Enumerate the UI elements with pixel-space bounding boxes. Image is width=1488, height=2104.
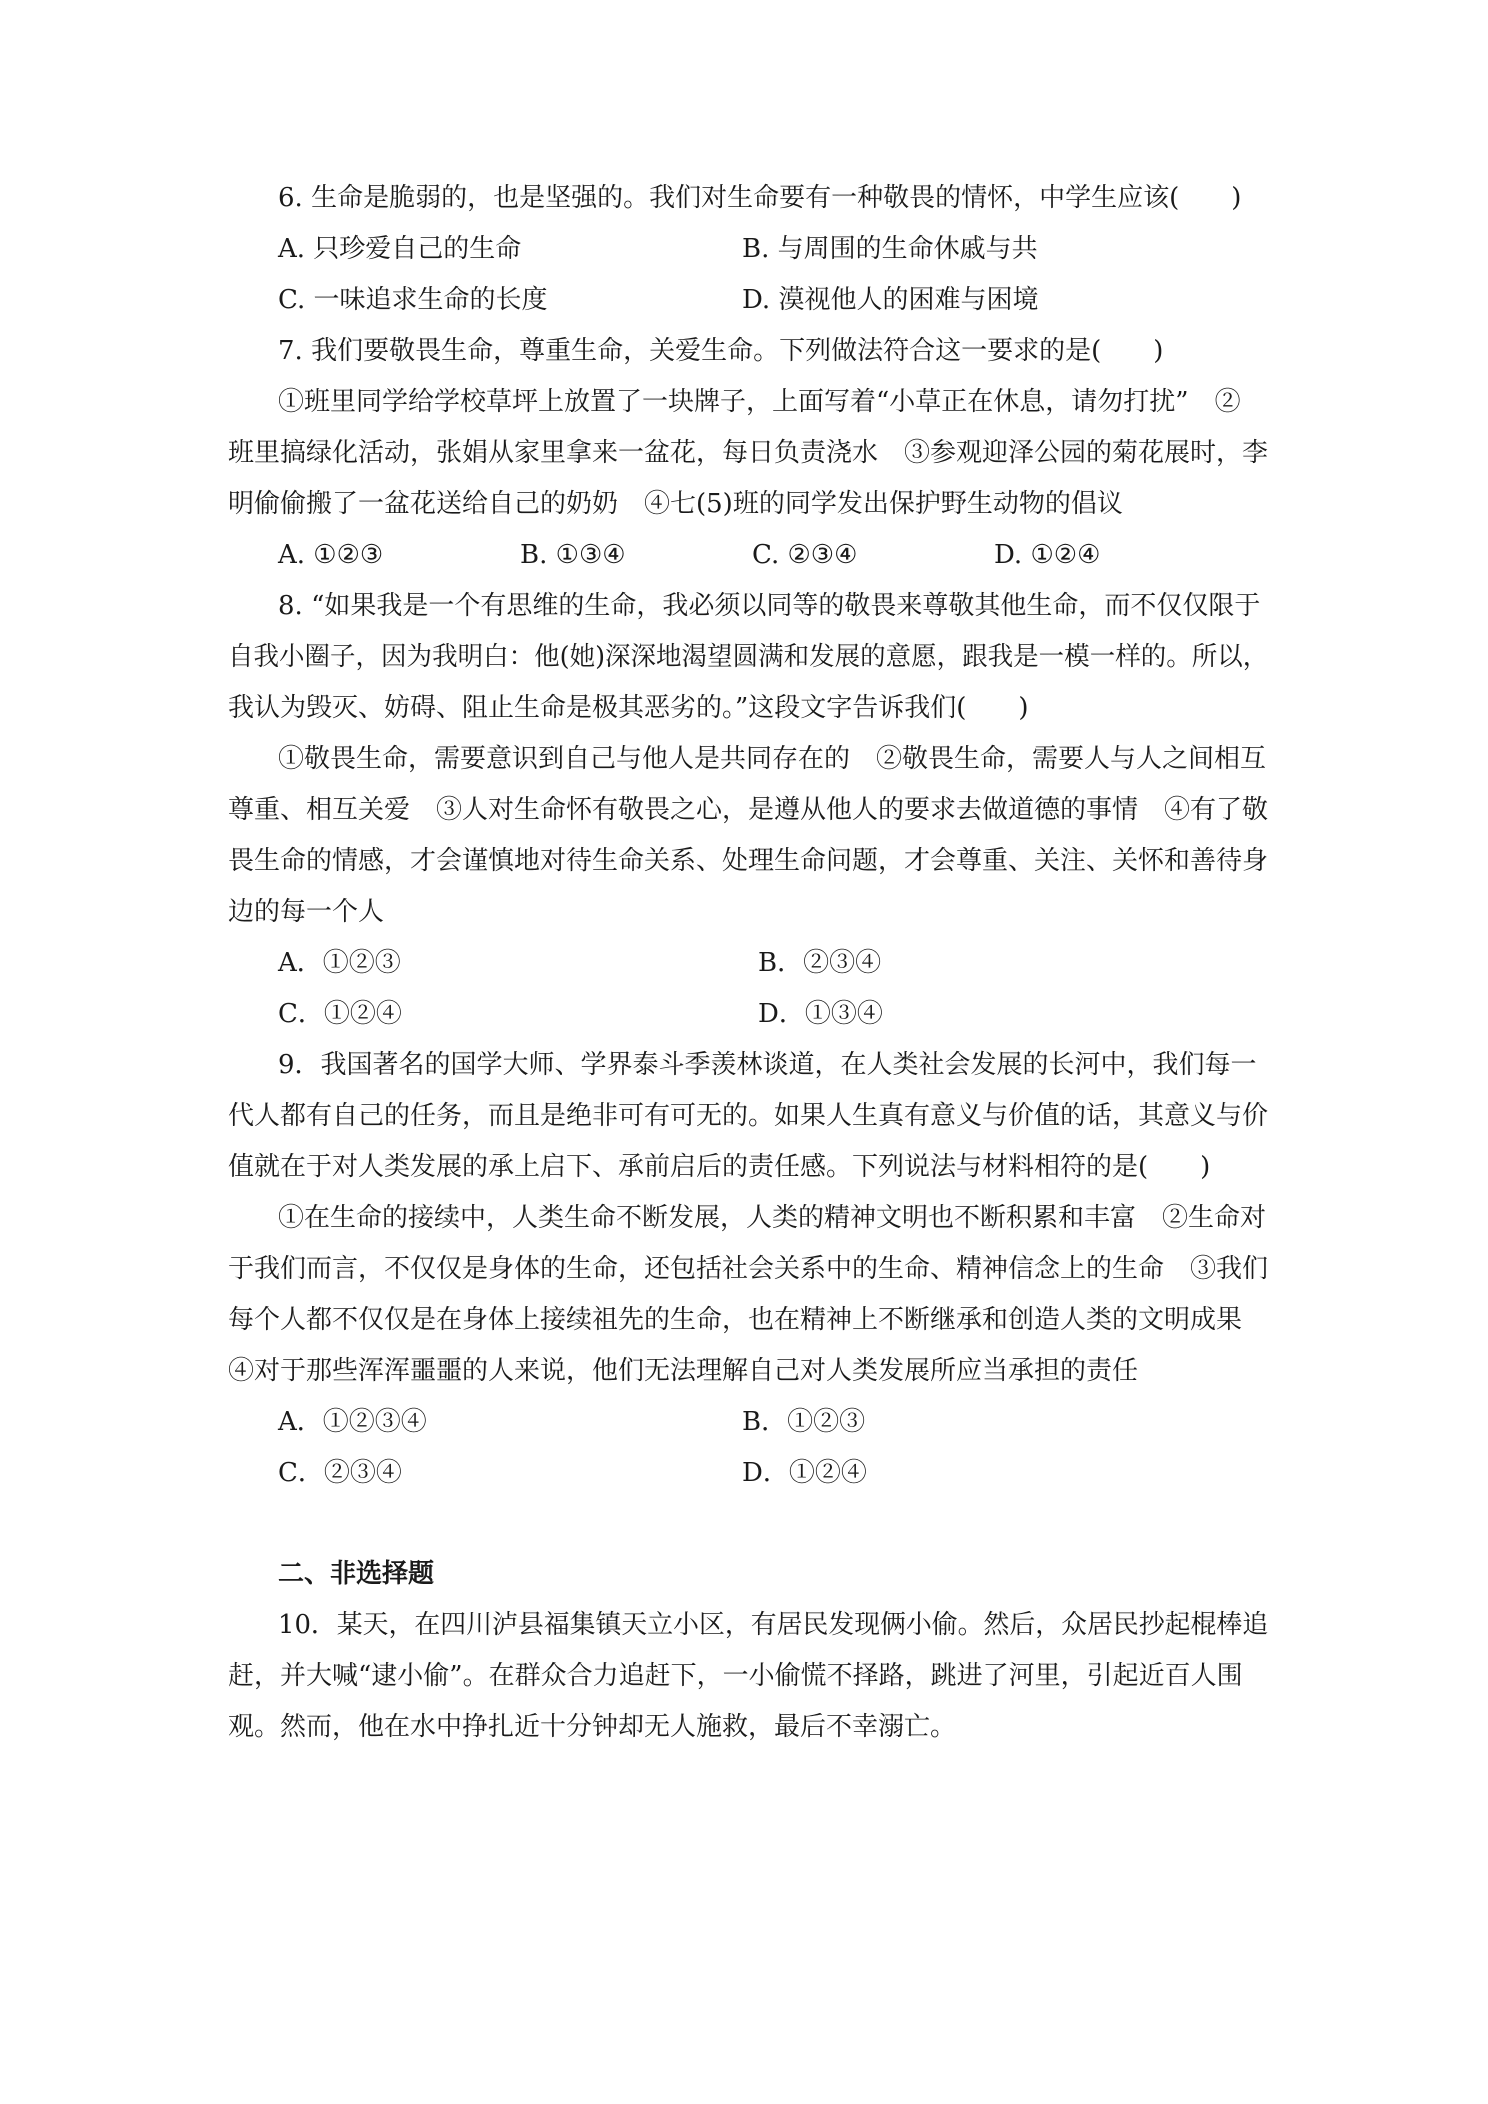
q9-line-7: ④对于那些浑浑噩噩的人来说，他们无法理解自己对人类发展所应当承担的责任 [228,1356,1139,1386]
q9-option-c: C．②③④ [278,1458,402,1488]
q8-option-d: D．①③④ [758,999,883,1029]
q10-line-3: 观。然而，他在水中挣扎近十分钟却无人施救，最后不幸溺亡。 [228,1712,957,1742]
q10-line-2: 赶，并大喊“逮小偷”。在群众合力追赶下，一小偷慌不择路，跳进了河里，引起近百人围 [228,1661,1243,1691]
q9-option-b: B．①②③ [742,1407,866,1437]
q7-line-1: ①班里同学给学校草坪上放置了一块牌子，上面写着“小草正在休息，请勿打扰” ② [278,387,1241,417]
q7-option-c: C. ②③④ [752,540,858,570]
q6-option-a: A. 只珍爱自己的生命 [278,234,522,264]
q9-option-d: D．①②④ [742,1458,867,1488]
q7-line-2: 班里搞绿化活动，张娟从家里拿来一盆花，每日负责浇水 ③参观迎泽公园的菊花展时，李 [228,438,1269,468]
q9-line-4: ①在生命的接续中，人类生命不断发展，人类的精神文明也不断积累和丰富 ②生命对 [278,1203,1267,1233]
q8-line-3: 我认为毁灭、妨碍、阻止生命是极其恶劣的。”这段文字告诉我们( ) [228,693,1029,723]
q8-line-7: 边的每一个人 [228,897,385,927]
q9-line-5: 于我们而言，不仅仅是身体的生命，还包括社会关系中的生命、精神信念上的生命 ③我们 [228,1254,1269,1284]
q8-option-b: B．②③④ [758,948,882,978]
q6-stem: 6. 生命是脆弱的，也是坚强的。我们对生命要有一种敬畏的情怀，中学生应该( ) [278,183,1242,213]
q10-line-1: 10．某天，在四川泸县福集镇天立小区，有居民发现俩小偷。然后，众居民抄起棍棒追 [278,1610,1269,1640]
q8-option-c: C．①②④ [278,999,402,1029]
q8-line-4: ①敬畏生命，需要意识到自己与他人是共同存在的 ②敬畏生命，需要人与人之间相互 [278,744,1267,774]
q8-line-6: 畏生命的情感，才会谨慎地对待生命关系、处理生命问题，才会尊重、关注、关怀和善待身 [228,846,1269,876]
q7-option-d: D. ①②④ [994,540,1101,570]
q8-line-2: 自我小圈子，因为我明白：他(她)深深地渴望圆满和发展的意愿，跟我是一模一样的。所以， [228,642,1269,672]
q9-line-1: 9．我国著名的国学大师、学界泰斗季羡林谈道，在人类社会发展的长河中，我们每一 [278,1050,1257,1080]
q9-line-2: 代人都有自己的任务，而且是绝非可有可无的。如果人生真有意义与价值的话，其意义与价 [228,1101,1269,1131]
q9-option-a: A．①②③④ [278,1407,427,1437]
q6-option-c: C. 一味追求生命的长度 [278,285,548,315]
q6-option-d: D. 漠视他人的困难与困境 [742,285,1039,315]
q8-option-a: A．①②③ [278,948,401,978]
q8-line-1: 8. “如果我是一个有思维的生命，我必须以同等的敬畏来尊敬其他生命，而不仅仅限于 [278,591,1261,621]
section-heading-non-choice: 二、非选择题 [278,1559,435,1589]
q7-line-3: 明偷偷搬了一盆花送给自己的奶奶 ④七(5)班的同学发出保护野生动物的倡议 [228,489,1123,519]
q7-option-a: A. ①②③ [278,540,384,570]
q9-line-3: 值就在于对人类发展的承上启下、承前启后的责任感。下列说法与材料相符的是( ) [228,1152,1211,1182]
q8-line-5: 尊重、相互关爱 ③人对生命怀有敬畏之心，是遵从他人的要求去做道德的事情 ④有了敬 [228,795,1269,825]
q7-option-b: B. ①③④ [520,540,626,570]
q6-option-b: B. 与周围的生命休戚与共 [742,234,1038,264]
q7-stem: 7. 我们要敬畏生命，尊重生命，关爱生命。下列做法符合这一要求的是( ) [278,336,1164,366]
q9-line-6: 每个人都不仅仅是在身体上接续祖先的生命，也在精神上不断继承和创造人类的文明成果 [228,1305,1243,1335]
